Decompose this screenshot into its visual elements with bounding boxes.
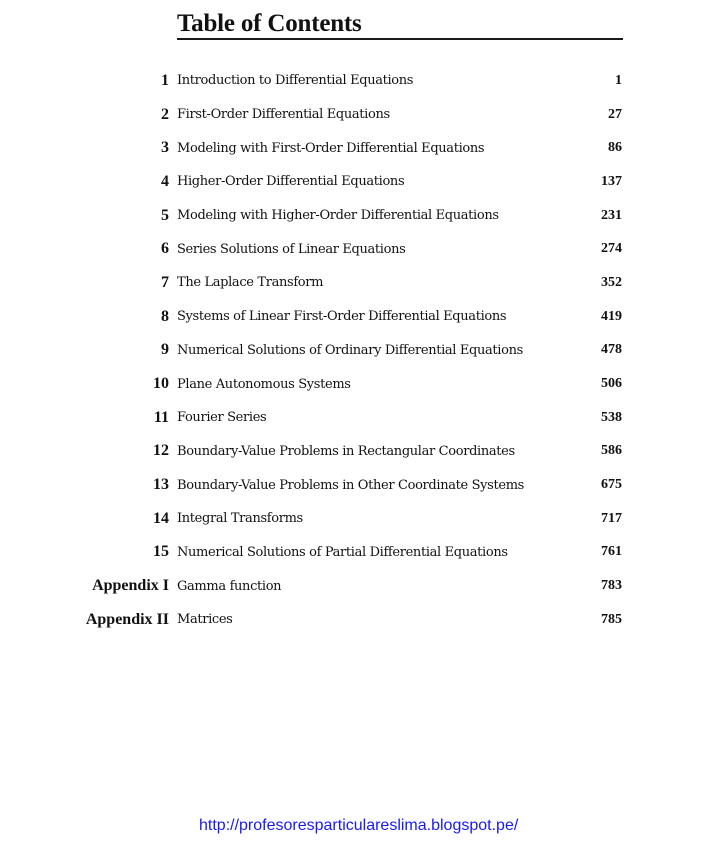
toc-entry-title[interactable]: Numerical Solutions of Ordinary Differential Equations — [177, 342, 523, 358]
toc-entry[interactable] — [0, 536, 712, 570]
toc-entry-title[interactable]: Boundary-Value Problems in Other Coordinate Systems — [177, 477, 525, 493]
toc-entry-page: 506 — [601, 376, 622, 392]
toc-entry[interactable] — [0, 334, 712, 368]
toc-entry-number: 3 — [161, 139, 169, 157]
toc-entry-title[interactable]: Integral Transforms — [177, 511, 303, 527]
toc-entry[interactable] — [0, 98, 712, 132]
toc-entry-number: 5 — [161, 206, 169, 224]
toc-entry-title[interactable]: Modeling with First-Order Differential Equations — [177, 140, 485, 156]
toc-entry[interactable] — [0, 199, 712, 233]
toc-entry-page: 538 — [601, 409, 622, 425]
toc-entry-page: 419 — [601, 308, 622, 324]
toc-entry-title[interactable]: Series Solutions of Linear Equations — [177, 241, 406, 257]
toc-entry-title[interactable]: Matrices — [177, 612, 233, 628]
toc-entry-page: 274 — [601, 241, 622, 257]
toc-entry[interactable] — [0, 435, 712, 469]
toc-entry-title[interactable]: First-Order Differential Equations — [177, 107, 390, 123]
toc-entry-title[interactable]: Boundary-Value Problems in Rectangular Coordinates — [177, 443, 515, 459]
toc-entry-title[interactable]: Systems of Linear First-Order Differential Equations — [177, 309, 507, 325]
toc-entry-page: 783 — [601, 578, 622, 594]
title-underline — [177, 38, 623, 40]
toc-entry-number: 12 — [153, 442, 169, 460]
toc-entry[interactable] — [0, 232, 712, 266]
toc-entry[interactable] — [0, 468, 712, 502]
toc-entry-page: 231 — [601, 207, 622, 223]
toc-entry-page: 1 — [615, 72, 622, 88]
toc-entry-title[interactable]: Numerical Solutions of Partial Differential Equations — [177, 544, 508, 560]
toc-entry-number: 9 — [161, 341, 169, 359]
toc-entry-page: 27 — [608, 106, 622, 122]
toc-entry-page: 785 — [601, 611, 622, 627]
toc-entry-page: 478 — [601, 342, 622, 358]
toc-entry-number: Appendix I — [92, 577, 169, 595]
toc-entry[interactable] — [0, 131, 712, 165]
toc-entry[interactable] — [0, 569, 712, 603]
toc-entry-number: 11 — [153, 408, 169, 426]
toc-entry-number: 2 — [161, 105, 169, 123]
toc-entry-title[interactable]: Higher-Order Differential Equations — [177, 174, 405, 190]
toc-entry-page: 137 — [601, 173, 622, 189]
toc-entry-title[interactable]: Modeling with Higher-Order Differential Equations — [177, 208, 499, 224]
toc-entry-page: 675 — [601, 477, 622, 493]
toc-entry[interactable] — [0, 401, 712, 435]
toc-list — [0, 64, 712, 637]
toc-entry[interactable] — [0, 300, 712, 334]
toc-entry-number: 10 — [153, 375, 169, 393]
toc-entry-title[interactable]: Gamma function — [177, 578, 282, 594]
toc-entry[interactable] — [0, 367, 712, 401]
toc-entry-title[interactable]: The Laplace Transform — [177, 275, 324, 291]
toc-entry-number: 15 — [153, 543, 169, 561]
toc-entry-number: 8 — [161, 307, 169, 325]
page-title: Table of Contents — [177, 10, 362, 37]
toc-entry-title[interactable]: Fourier Series — [177, 410, 267, 426]
toc-entry-number: 13 — [153, 476, 169, 494]
toc-entry-title[interactable]: Introduction to Differential Equations — [177, 73, 414, 89]
toc-entry-number: 1 — [161, 71, 169, 89]
toc-entry-number: 4 — [161, 172, 169, 190]
toc-entry-page: 586 — [601, 443, 622, 459]
toc-entry-page: 86 — [608, 140, 622, 156]
toc-entry[interactable] — [0, 165, 712, 199]
toc-entry[interactable] — [0, 502, 712, 536]
footer-link[interactable]: http://profesoresparticulareslima.blogspot.pe/ — [199, 817, 519, 834]
toc-entry-number: 14 — [153, 509, 169, 527]
toc-entry-page: 761 — [601, 544, 622, 560]
toc-entry-number: 7 — [161, 273, 169, 291]
toc-entry-page: 352 — [601, 274, 622, 290]
toc-entry-number: 6 — [161, 240, 169, 258]
toc-entry[interactable] — [0, 64, 712, 98]
toc-entry-number: Appendix II — [85, 610, 169, 628]
toc-entry[interactable] — [0, 603, 712, 637]
toc-entry[interactable] — [0, 266, 712, 300]
toc-entry-page: 717 — [601, 510, 622, 526]
toc-entry-title[interactable]: Plane Autonomous Systems — [177, 376, 351, 392]
